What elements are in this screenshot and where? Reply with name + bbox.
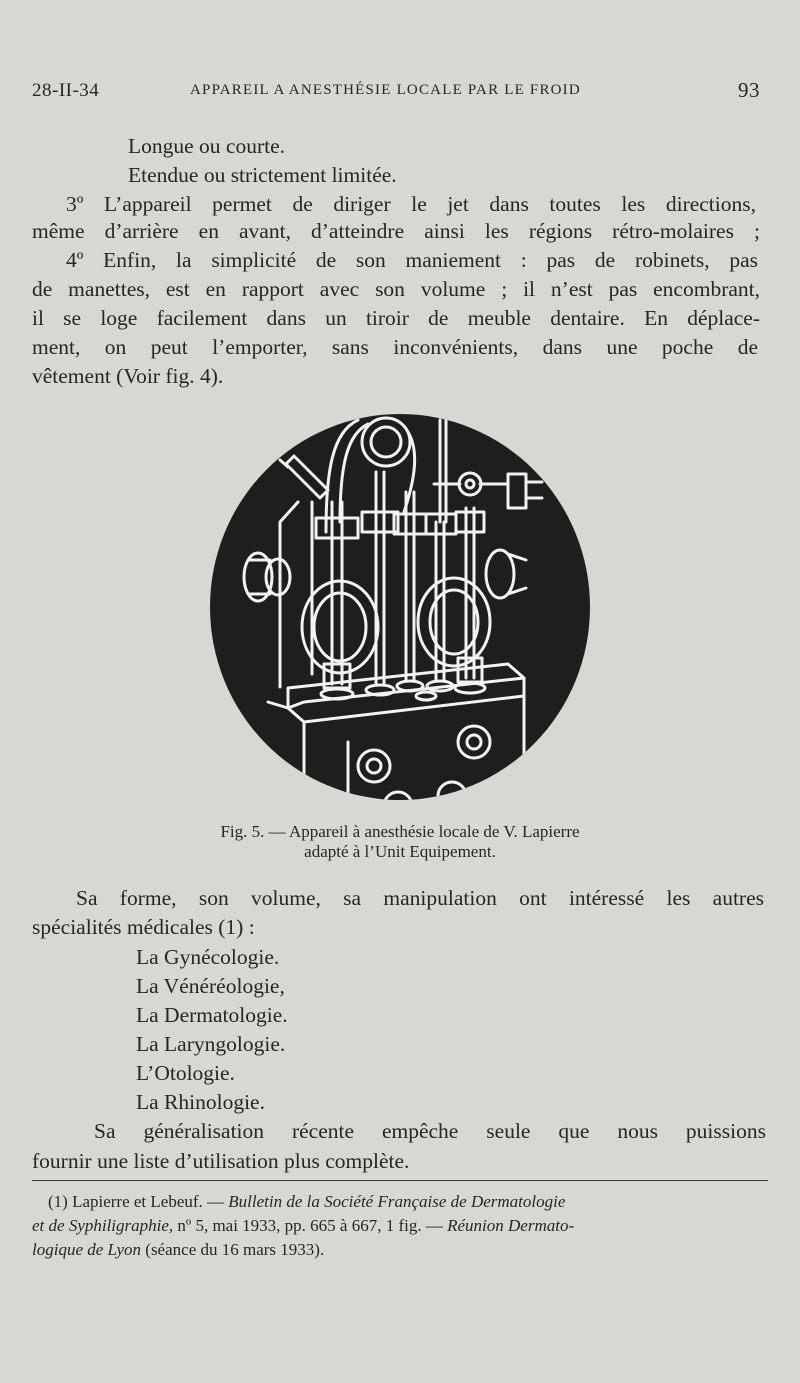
paragraph-5-line-1: Sa forme, son volume, sa manipulation ont intéressé les autres <box>76 886 764 910</box>
footnote-journal: Bulletin de la Société Française de Dermatologie <box>228 1192 566 1211</box>
footnote-journal-cont: et de Syphiligraphie, <box>32 1216 174 1235</box>
footnote-authors: (1) Lapierre et Lebeuf. — <box>48 1192 225 1211</box>
page-number: 93 <box>738 78 760 102</box>
text-line-etendue: Etendue ou strictement limitée. <box>128 163 397 187</box>
paragraph-3-line-2: même d’arrière en avant, d’atteindre ainsi les régions rétro-molaires ; <box>32 219 760 243</box>
specialty-item: La Laryngologie. <box>136 1032 286 1056</box>
running-header <box>32 78 760 108</box>
figure-caption-line-1: Fig. 5. — Appareil à anesthésie locale de V. Lapierre <box>220 822 580 841</box>
footnote-meeting-cont: logique de Lyon <box>32 1240 142 1259</box>
footnote-date: (séance du 16 mars 1933). <box>145 1240 325 1259</box>
specialty-item: L’Otologie. <box>136 1061 235 1085</box>
footnote-rule <box>32 1180 768 1181</box>
paragraph-6-line-1: Sa généralisation récente empêche seule que nous puissions <box>94 1119 766 1143</box>
apparatus-illustration <box>208 412 592 802</box>
paragraph-6-line-2: fournir une liste d’utilisation plus complète. <box>32 1149 410 1173</box>
footnote-line-2 <box>32 1214 574 1238</box>
paragraph-4-line-3: il se loge facilement dans un tiroir de meuble dentaire. En déplace- <box>32 306 760 330</box>
figure-anesthesia-apparatus <box>208 412 592 802</box>
figure-caption-line-2: adapté à l’Unit Equipement. <box>304 842 496 861</box>
paragraph-4-line-2: de manettes, est en rapport avec son volume ; il n’est pas encombrant, <box>32 277 760 301</box>
text-line-longue: Longue ou courte. <box>128 134 286 158</box>
footnote-line-1 <box>48 1190 565 1214</box>
specialty-item: La Vénéréologie, <box>136 974 285 998</box>
footnote-line-3 <box>32 1238 324 1262</box>
specialty-item: La Dermatologie. <box>136 1003 288 1027</box>
paragraph-5-line-2: spécialités médicales (1) : <box>32 915 255 939</box>
paragraph-4-line-4: ment, on peut l’emporter, sans inconvénients, dans une poche de <box>32 335 758 359</box>
specialty-item: La Rhinologie. <box>136 1090 265 1114</box>
paragraph-3-line-1: 3º L’appareil permet de diriger le jet dans toutes les directions, <box>66 192 756 216</box>
footnote-issue: nº 5, mai 1933, pp. 665 à 667, 1 fig. — <box>177 1216 443 1235</box>
specialty-item: La Gynécologie. <box>136 945 280 969</box>
paragraph-4-line-1: 4º Enfin, la simplicité de son maniement : pas de robinets, pas <box>66 248 758 272</box>
header-date: 28-II-34 <box>32 80 100 101</box>
header-title: APPAREIL A ANESTHÉSIE LOCALE PAR LE FROID <box>190 82 581 98</box>
footnote-meeting: Réunion Dermato- <box>447 1216 575 1235</box>
paragraph-4-line-5: vêtement (Voir fig. 4). <box>32 364 224 388</box>
